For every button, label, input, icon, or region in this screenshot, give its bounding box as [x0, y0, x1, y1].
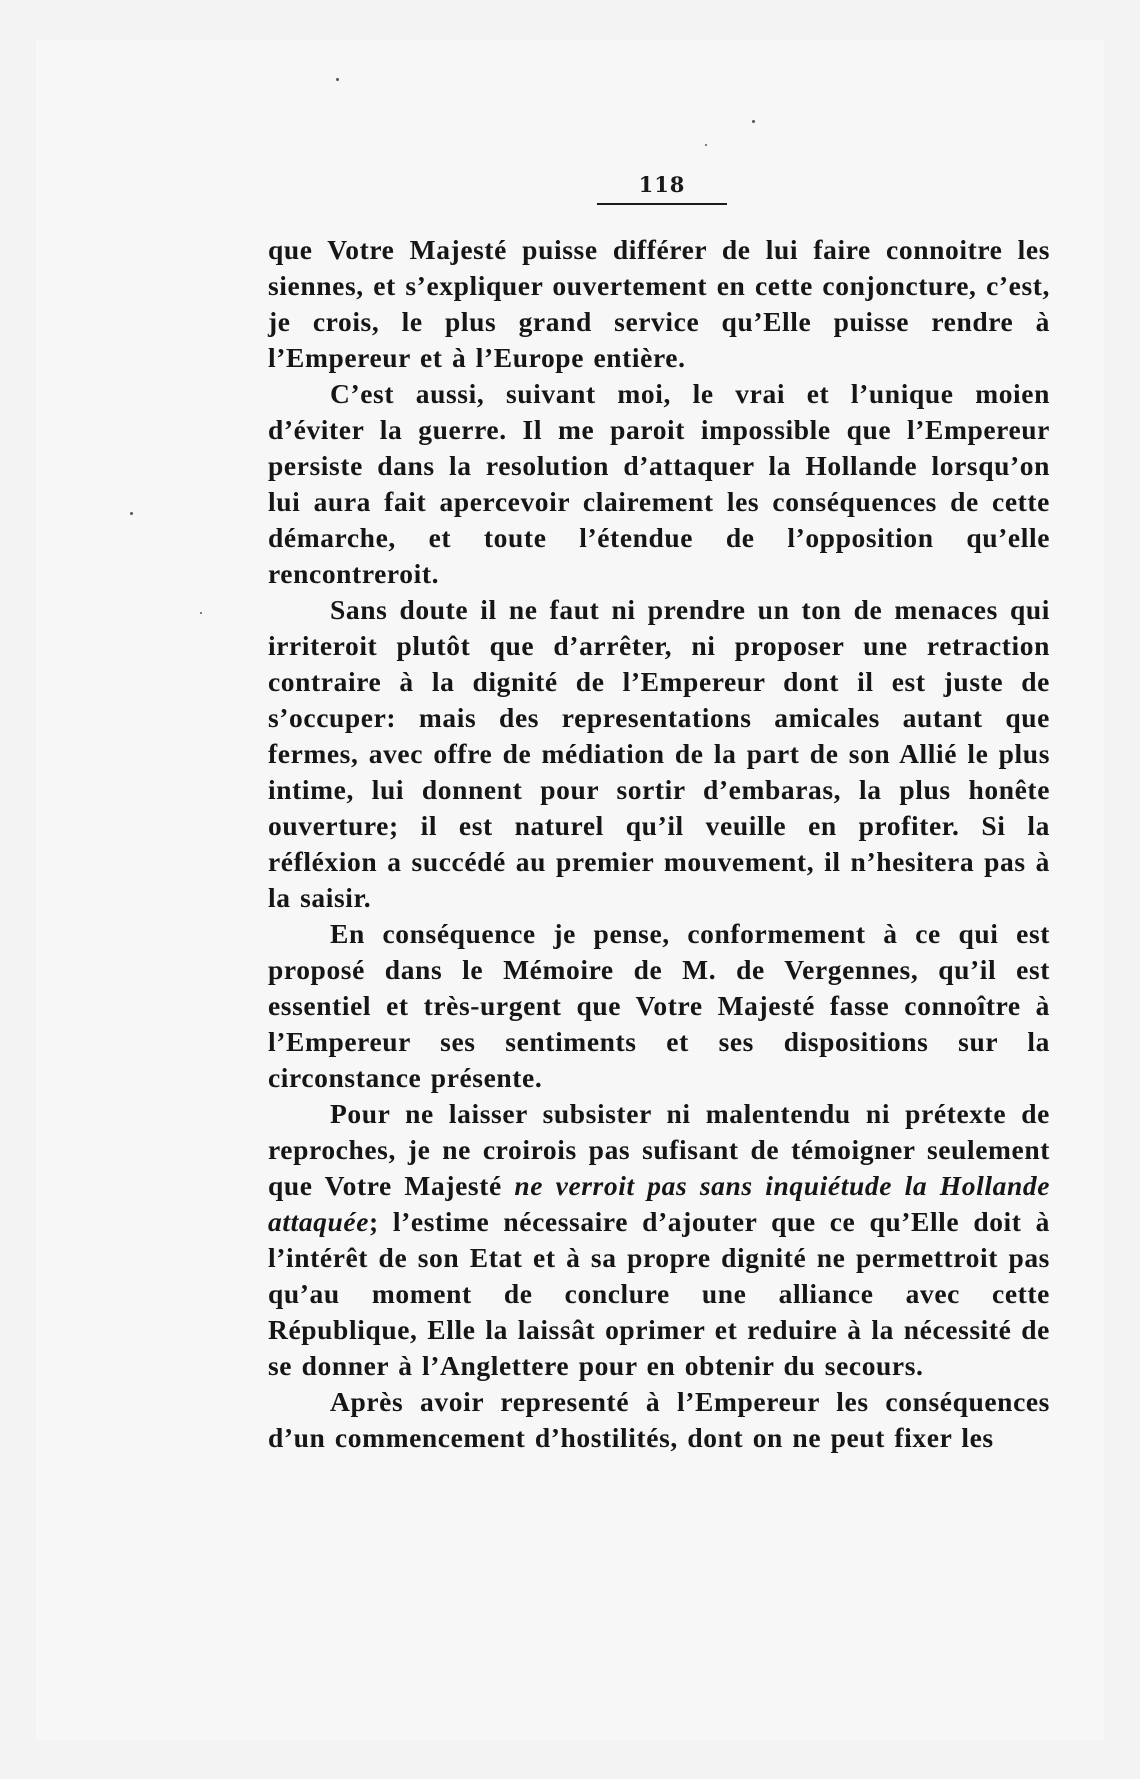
page-number: 118 [638, 172, 686, 197]
scan-speck [200, 612, 202, 614]
paragraph-text: C’est aussi, suivant moi, le vrai et l’unique moien d’éviter la guerre. Il me paroit impossible que l’Empereur persiste dans la resolution d’attaquer la Hollande lorsqu’on lui aura fait apercevoir clairement les conséquences de cette démarche, et toute l’étendue de l’opposition qu’elle rencontreroit. [268, 378, 1050, 589]
paragraph-text: que Votre Majesté puisse différer de lui faire connoitre les siennes, et s’expliquer ouvertement en cette conjoncture, c’est, je crois, le plus grand service qu’Elle puisse rendre à l’Empereur et à l’Europe entière. [268, 234, 1050, 373]
scan-speck [336, 78, 339, 81]
paragraph [268, 916, 1050, 1096]
scan-speck [705, 144, 707, 146]
paragraph [268, 1096, 1050, 1384]
paragraph [268, 376, 1050, 592]
paragraph-text: ; l’estime nécessaire d’ajouter que ce qu’Elle doit à l’intérêt de son Etat et à sa propre dignité ne permettroit pas qu’au moment de conclure une alliance avec cette République, Elle la laissât oprimer et reduire à la nécessité de se donner à l’Anglettere pour en obtenir du secours. [268, 1206, 1050, 1381]
paragraph [268, 1384, 1050, 1456]
italic-quote: ne verroit pas sans inquiétude la Hollande attaquée [268, 1170, 1050, 1237]
page-number-rule [597, 203, 727, 205]
paragraph-text: Après avoir representé à l’Empereur les conséquences d’un commencement d’hostilités, dont on ne peut fixer les [268, 1386, 1050, 1453]
paragraph-text: En conséquence je pense, conformement à ce qui est proposé dans le Mémoire de M. de Vergennes, qu’il est essentiel et très-urgent que Votre Majesté fasse connoître à l’Empereur ses sentiments et ses dispositions sur la circonstance présente. [268, 918, 1050, 1093]
scan-speck [752, 120, 755, 123]
paragraph [268, 592, 1050, 916]
paragraph-text: Pour ne laisser subsister ni malentendu ni prétexte de reproches, je ne croirois pas sufisant de témoigner seulement que Votre Majesté [268, 1098, 1050, 1201]
body-text [268, 232, 1050, 1456]
scan-speck [130, 512, 133, 515]
paragraph [268, 232, 1050, 376]
paragraph-text: Sans doute il ne faut ni prendre un ton de menaces qui irriteroit plutôt que d’arrêter, ni proposer une retraction contraire à la dignité de l’Empereur dont il est juste de s’occuper: mais des representations amicales autant que fermes, avec offre de médiation de la part de son Allié le plus intime, lui donnent pour sortir d’embaras, la plus honête ouverture; il est naturel qu’il veuille en profiter. Si la réfléxion a succédé au premier mouvement, il n’hesitera pas à la saisir. [268, 594, 1050, 913]
